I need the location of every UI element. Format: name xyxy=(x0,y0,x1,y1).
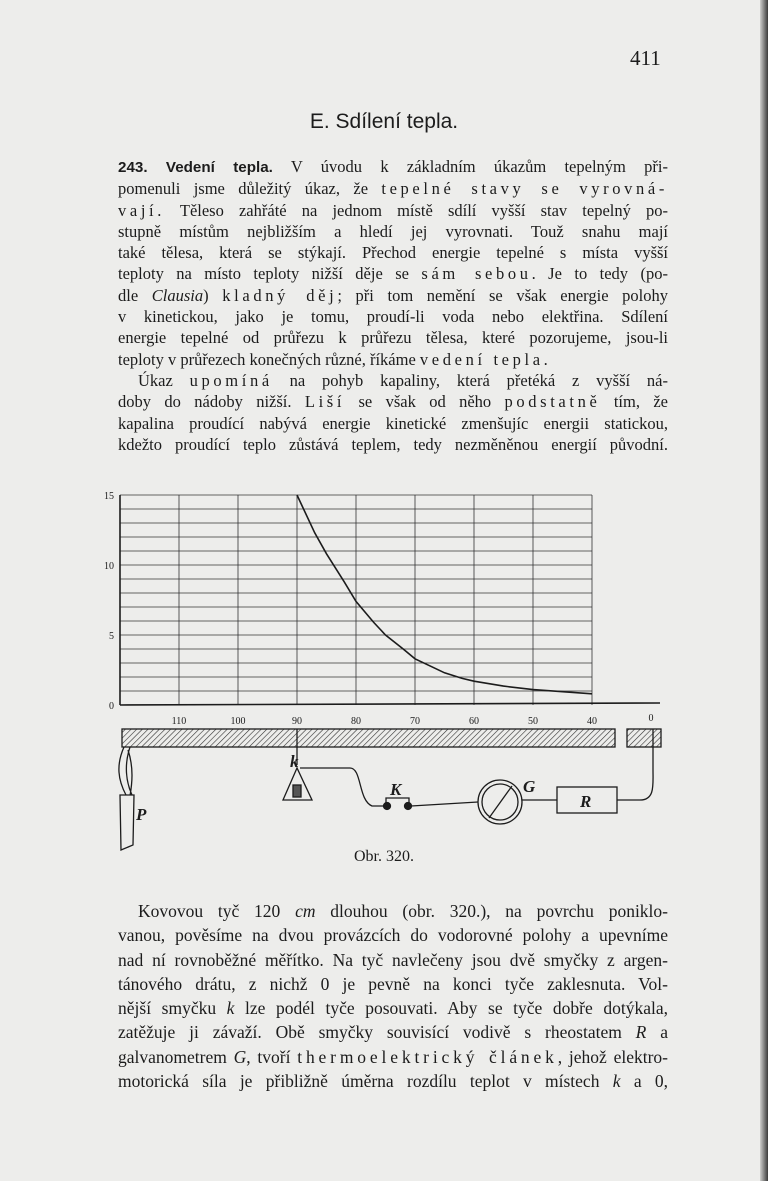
section-heading: E. Sdílení tepla. xyxy=(309,110,459,133)
italic-text: cm xyxy=(295,901,316,921)
label-k: k xyxy=(290,752,299,771)
text-segment: dlouhou (obr. 320.), na povrchu poniklo- xyxy=(315,901,668,921)
label-switch: K xyxy=(390,780,402,799)
text-segment: galvanometrem xyxy=(118,1046,234,1067)
x-axis xyxy=(120,703,660,705)
burner-p xyxy=(120,795,134,850)
figure-caption: Obr. 320. xyxy=(354,848,414,865)
italic-text: k xyxy=(226,998,235,1019)
emphasis-text: kladný děj xyxy=(222,285,338,305)
y-tick-label: 0 xyxy=(109,701,114,712)
switch-contact xyxy=(405,803,412,810)
label-burner: P xyxy=(136,805,147,824)
text-segment: , tvoří xyxy=(246,1046,298,1067)
text-segment: Kovovou tyč 120 xyxy=(138,901,296,921)
text-segment: . xyxy=(543,349,548,369)
text-segment: Těleso zahřáté na jednom místě sdílí vyšší stav tepelný po- xyxy=(165,200,668,220)
galvanometer-needle xyxy=(489,786,512,818)
wire xyxy=(411,802,478,806)
label-galvanometer: G xyxy=(523,777,536,796)
switch-contact xyxy=(384,803,391,810)
x-tick-label: 100 xyxy=(230,716,246,727)
weight-mass xyxy=(293,785,301,797)
x-end-label: 0 xyxy=(648,713,654,724)
text-segment: ) xyxy=(203,285,223,305)
text-segment: nad ní rovnoběžné měřítko. Na tyč navlečeny jsou dvě smyčky z argen- xyxy=(118,949,668,970)
text-segment: vanou, pověsíme na dvou provázcích do vodorovné polohy a upevníme xyxy=(118,925,668,946)
text-segment: Úkaz xyxy=(138,371,190,390)
burner-flame xyxy=(119,747,132,796)
text-segment: energie tepelné od průřezu k průřezu tělesa, které pozorujeme, jsou-li xyxy=(118,328,668,348)
italic-text: G xyxy=(233,1046,247,1067)
text-segment: ; při tom nemění se však energie polohy xyxy=(337,285,668,305)
x-tick-label: 50 xyxy=(528,716,538,727)
y-tick-label: 15 xyxy=(104,491,114,502)
italic-text: k xyxy=(612,1071,621,1092)
text-segment: kdežto proudící teplo zůstává teplem, tedy nezměněnou energií původní. xyxy=(118,434,668,454)
text-segment: zatěžuje ji závaží. Obě smyčky souvisící vodivě s rheostatem xyxy=(118,1022,636,1043)
text-segment: pomenuli jsme důležitý úkaz, že xyxy=(118,179,382,199)
text-segment: kapalina proudící nabývá energie kinetické zmenšujíc energii statickou, xyxy=(118,413,668,433)
x-tick-label: 80 xyxy=(351,716,361,727)
text-segment: tím, že xyxy=(600,392,668,412)
temperature-curve xyxy=(297,495,592,694)
emphasis-text: vají. xyxy=(118,200,166,220)
emphasis-text: Liší xyxy=(304,392,346,412)
italic-text: R xyxy=(635,1022,647,1043)
x-tick-label: 70 xyxy=(410,716,420,727)
section-title: 243. Vedení tepla. xyxy=(118,159,273,176)
metal-rod-end xyxy=(627,729,661,747)
text-segment: nější smyčku xyxy=(118,998,227,1019)
italic-text: Clausia xyxy=(151,285,204,305)
text-segment: doby do nádoby nižší. xyxy=(118,392,305,412)
x-tick-label: 60 xyxy=(469,716,479,727)
emphasis-text: vedení tepla xyxy=(419,349,544,369)
text-segment: V úvodu k základním úkazům tepelným při- xyxy=(272,157,668,176)
text-segment: na pohyb kapaliny, která přetéká z vyšší ná- xyxy=(272,371,668,390)
text-segment: také tělesa, která se stýkají. Přechod energie tepelné s místa vyšší xyxy=(118,243,668,263)
emphasis-text: tepelné stavy se vyrovná- xyxy=(381,179,668,199)
text-segment: a 0, xyxy=(620,1071,668,1092)
text-segment: , jehož elektro- xyxy=(557,1046,668,1067)
label-rheostat: R xyxy=(580,792,592,811)
text-segment: dle xyxy=(118,285,152,305)
page-number: 411 xyxy=(630,46,661,70)
text-segment: . Je to tedy (po- xyxy=(531,264,668,284)
text-segment: teploty na místo teploty nižší děje se xyxy=(118,264,422,284)
x-tick-label: 40 xyxy=(587,716,597,727)
text-segment: a xyxy=(646,1022,668,1043)
temperature-chart xyxy=(104,491,660,727)
text-segment: teploty v průřezech konečných různé, říkáme xyxy=(118,349,420,369)
text-segment: tánového drátu, z nichž 0 je pevně na konci tyče zaklesnuta. Vol- xyxy=(118,973,668,994)
emphasis-text: podstatně xyxy=(504,392,601,412)
y-tick-label: 10 xyxy=(104,561,114,572)
text-segment: se však od něho xyxy=(345,392,505,412)
text-segment: motorická síla je přibližně úměrna rozdílu teplot v místech xyxy=(118,1071,613,1092)
text-segment: lze podél tyče posouvati. Aby se tyče dobře dotýkala, xyxy=(234,998,668,1019)
text-segment: v kinetickou, jako je tomu, proudí-li voda nebo elektřina. Sdílení xyxy=(118,307,668,327)
emphasis-text: thermoelektrický článek xyxy=(297,1046,558,1067)
y-tick-label: 5 xyxy=(109,631,114,642)
emphasis-text: sám sebou xyxy=(421,264,532,284)
text-segment: stupně místům nejbližším a hledí jej vyrovnati. Touž snahu mají xyxy=(118,221,668,241)
emphasis-text: upomíná xyxy=(189,371,273,390)
metal-rod xyxy=(122,729,615,747)
x-tick-label: 110 xyxy=(171,716,187,727)
x-tick-label: 90 xyxy=(292,716,302,727)
